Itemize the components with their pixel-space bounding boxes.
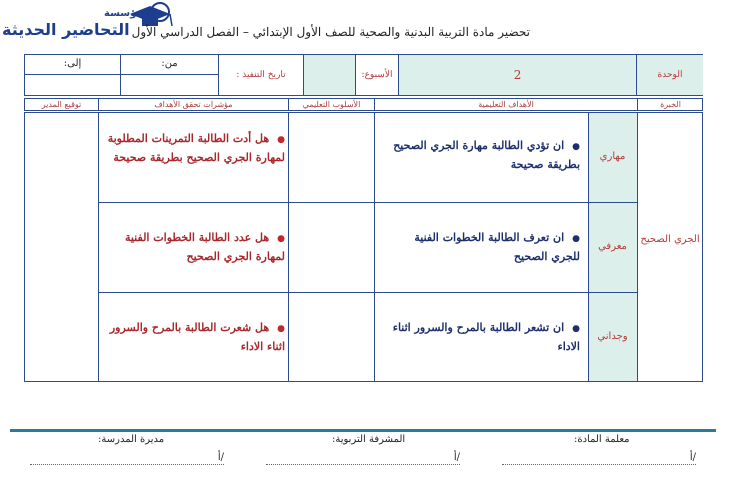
lesson-table	[24, 112, 703, 382]
unit-value: 2	[398, 55, 636, 95]
indicator-text: ● هل عدد الطالبة الخطوات الفنية لمهارة الجري الصحيح	[105, 229, 285, 266]
col-method: الأسلوب التعليمي	[288, 99, 374, 110]
from-label: من:	[121, 55, 218, 75]
objective-text: ● ان تعرف الطالبة الخطوات الفنية للجري الصحيح	[385, 229, 580, 266]
from-cell	[120, 55, 218, 95]
col-experience: الخبرة	[637, 99, 703, 110]
principal-label: مديرة المدرسة:	[98, 434, 165, 445]
row-type: معرفي	[598, 241, 627, 252]
row-divider	[98, 202, 637, 203]
row-type: وجداني	[597, 331, 628, 342]
header-table	[24, 54, 703, 96]
col-divider	[374, 113, 375, 381]
footer-divider	[10, 429, 716, 432]
col-divider	[637, 113, 638, 381]
supervisor-signature-line[interactable]: أ/	[266, 452, 460, 465]
row-divider	[98, 292, 637, 293]
col-divider	[288, 113, 289, 381]
to-label: إلى:	[25, 55, 120, 75]
unit-label: الوحدة	[636, 55, 703, 95]
supervisor-label: المشرفة التربوية:	[332, 434, 406, 445]
teacher-signature-line[interactable]: أ/	[502, 452, 696, 465]
col-divider	[98, 113, 99, 381]
col-objectives: الأهداف التعليمية	[374, 99, 637, 110]
week-value	[303, 55, 355, 95]
col-indicators: مؤشرات تحقق الأهداف	[98, 99, 288, 110]
week-label: الأسبوع:	[355, 55, 398, 95]
objective-text: ● ان تشعر الطالبة بالمرح والسرور اثناء الاداء	[385, 319, 580, 356]
indicator-text: ● هل أدت الطالبة التمرينات المطلوبة لمهارة الجري الصحيح بطريقة صحيحة	[105, 130, 285, 167]
row-type: مهاري	[599, 151, 626, 162]
logo-subtitle: مؤسسة	[104, 8, 143, 19]
to-cell	[25, 55, 120, 95]
column-header-row	[24, 98, 703, 111]
logo-text: التحاضير الحديثة	[2, 20, 130, 39]
objective-text: ● ان تؤدي الطالبة مهارة الجري الصحيح بطريقة صحيحة	[385, 137, 580, 174]
principal-signature-line[interactable]: أ/	[30, 452, 224, 465]
col-principal-sign: توقيع المدير	[41, 100, 82, 109]
page-title: تحضير مادة التربية البدنية والصحية للصف الأول الإبتدائي – الفصل الدراسي الأول	[131, 25, 530, 39]
experience-cell: الجري الصحيح	[640, 234, 700, 245]
teacher-label: معلمة المادة:	[574, 434, 630, 445]
indicator-text: ● هل شعرت الطالبة بالمرح والسرور اثناء الاداء	[105, 319, 285, 356]
exec-date-label: تاريخ التنفيذ :	[218, 55, 303, 95]
